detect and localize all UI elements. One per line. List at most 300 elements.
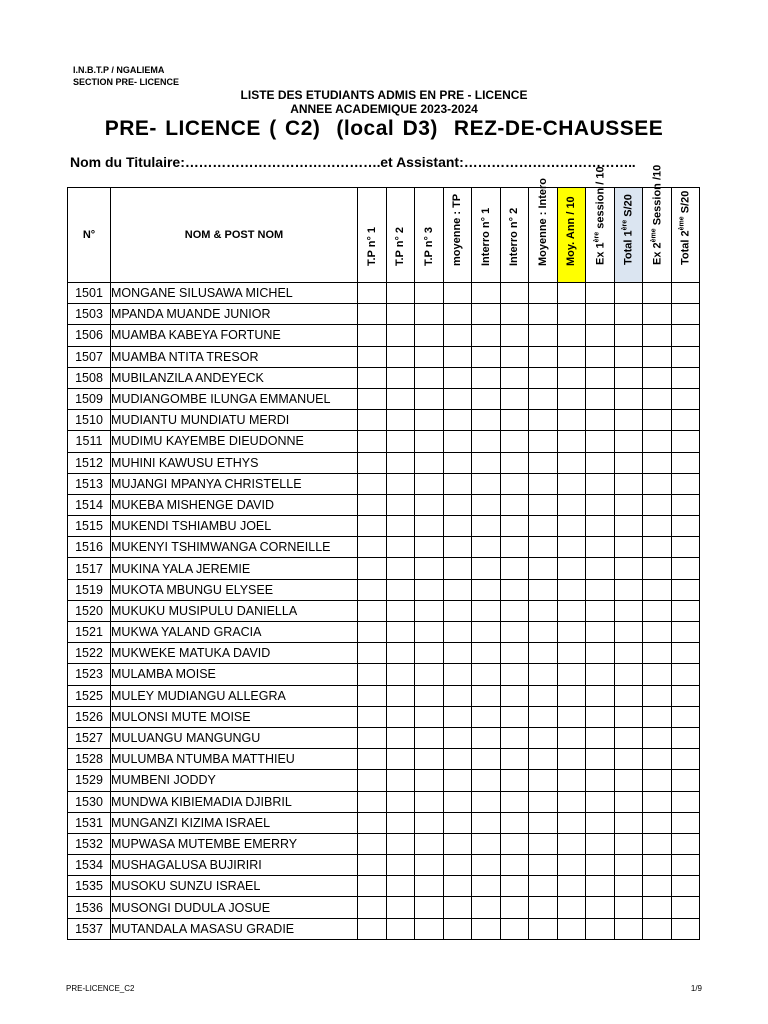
grade-cell[interactable] [557,367,586,388]
grade-cell[interactable] [386,367,415,388]
grade-cell[interactable] [557,304,586,325]
grade-cell[interactable] [500,664,529,685]
grade-cell[interactable] [415,727,444,748]
grade-cell[interactable] [586,452,615,473]
grade-cell[interactable] [529,664,558,685]
grade-cell[interactable] [386,622,415,643]
grade-cell[interactable] [443,367,472,388]
grade-cell[interactable] [643,388,672,409]
grade-cell[interactable] [415,897,444,918]
grade-cell[interactable] [443,876,472,897]
grade-cell[interactable] [586,388,615,409]
grade-cell[interactable] [443,346,472,367]
grade-cell[interactable] [358,367,387,388]
grade-cell[interactable] [614,749,643,770]
grade-cell[interactable] [500,727,529,748]
grade-cell[interactable] [671,770,700,791]
grade-cell[interactable] [586,706,615,727]
grade-cell[interactable] [671,283,700,304]
grade-cell[interactable] [500,452,529,473]
grade-cell[interactable] [614,600,643,621]
grade-cell[interactable] [500,918,529,939]
grade-cell[interactable] [443,494,472,515]
grade-cell[interactable] [500,516,529,537]
grade-cell[interactable] [671,346,700,367]
grade-cell[interactable] [443,516,472,537]
grade-cell[interactable] [586,600,615,621]
grade-cell[interactable] [472,283,501,304]
grade-cell[interactable] [443,473,472,494]
grade-cell[interactable] [586,367,615,388]
grade-cell[interactable] [386,410,415,431]
grade-cell[interactable] [472,410,501,431]
grade-cell[interactable] [557,876,586,897]
grade-cell[interactable] [472,664,501,685]
grade-cell[interactable] [529,706,558,727]
grade-cell[interactable] [443,622,472,643]
grade-cell[interactable] [443,558,472,579]
grade-cell[interactable] [443,410,472,431]
grade-cell[interactable] [500,855,529,876]
grade-cell[interactable] [386,516,415,537]
grade-cell[interactable] [643,367,672,388]
grade-cell[interactable] [557,833,586,854]
grade-cell[interactable] [643,791,672,812]
grade-cell[interactable] [586,558,615,579]
grade-cell[interactable] [472,833,501,854]
grade-cell[interactable] [643,579,672,600]
grade-cell[interactable] [557,346,586,367]
grade-cell[interactable] [529,558,558,579]
grade-cell[interactable] [529,494,558,515]
grade-cell[interactable] [415,388,444,409]
grade-cell[interactable] [614,770,643,791]
grade-cell[interactable] [614,516,643,537]
grade-cell[interactable] [586,283,615,304]
grade-cell[interactable] [500,579,529,600]
grade-cell[interactable] [529,283,558,304]
grade-cell[interactable] [500,537,529,558]
grade-cell[interactable] [586,791,615,812]
grade-cell[interactable] [415,367,444,388]
grade-cell[interactable] [415,812,444,833]
grade-cell[interactable] [386,283,415,304]
grade-cell[interactable] [671,516,700,537]
grade-cell[interactable] [643,325,672,346]
grade-cell[interactable] [358,388,387,409]
grade-cell[interactable] [529,643,558,664]
grade-cell[interactable] [529,346,558,367]
grade-cell[interactable] [643,918,672,939]
grade-cell[interactable] [614,346,643,367]
grade-cell[interactable] [671,643,700,664]
grade-cell[interactable] [643,516,672,537]
grade-cell[interactable] [557,706,586,727]
grade-cell[interactable] [557,537,586,558]
grade-cell[interactable] [586,410,615,431]
grade-cell[interactable] [643,410,672,431]
grade-cell[interactable] [671,579,700,600]
grade-cell[interactable] [671,749,700,770]
grade-cell[interactable] [500,558,529,579]
grade-cell[interactable] [500,622,529,643]
grade-cell[interactable] [443,727,472,748]
grade-cell[interactable] [415,876,444,897]
grade-cell[interactable] [443,749,472,770]
grade-cell[interactable] [586,812,615,833]
grade-cell[interactable] [358,452,387,473]
grade-cell[interactable] [586,664,615,685]
grade-cell[interactable] [500,685,529,706]
grade-cell[interactable] [643,770,672,791]
grade-cell[interactable] [358,897,387,918]
grade-cell[interactable] [358,283,387,304]
grade-cell[interactable] [671,558,700,579]
grade-cell[interactable] [500,833,529,854]
grade-cell[interactable] [614,727,643,748]
grade-cell[interactable] [643,833,672,854]
grade-cell[interactable] [557,473,586,494]
grade-cell[interactable] [472,600,501,621]
grade-cell[interactable] [643,473,672,494]
grade-cell[interactable] [472,388,501,409]
grade-cell[interactable] [557,388,586,409]
grade-cell[interactable] [586,770,615,791]
grade-cell[interactable] [557,579,586,600]
grade-cell[interactable] [671,410,700,431]
grade-cell[interactable] [643,283,672,304]
grade-cell[interactable] [386,388,415,409]
grade-cell[interactable] [671,622,700,643]
grade-cell[interactable] [671,600,700,621]
grade-cell[interactable] [671,791,700,812]
grade-cell[interactable] [529,622,558,643]
grade-cell[interactable] [586,855,615,876]
grade-cell[interactable] [586,685,615,706]
grade-cell[interactable] [586,304,615,325]
grade-cell[interactable] [472,325,501,346]
grade-cell[interactable] [358,346,387,367]
grade-cell[interactable] [386,346,415,367]
grade-cell[interactable] [358,685,387,706]
grade-cell[interactable] [586,727,615,748]
grade-cell[interactable] [472,685,501,706]
grade-cell[interactable] [586,325,615,346]
grade-cell[interactable] [557,643,586,664]
grade-cell[interactable] [529,473,558,494]
grade-cell[interactable] [529,918,558,939]
grade-cell[interactable] [386,685,415,706]
grade-cell[interactable] [386,749,415,770]
grade-cell[interactable] [415,622,444,643]
grade-cell[interactable] [415,558,444,579]
grade-cell[interactable] [443,452,472,473]
grade-cell[interactable] [472,558,501,579]
grade-cell[interactable] [358,579,387,600]
grade-cell[interactable] [415,749,444,770]
grade-cell[interactable] [557,812,586,833]
grade-cell[interactable] [472,812,501,833]
grade-cell[interactable] [500,410,529,431]
grade-cell[interactable] [557,791,586,812]
grade-cell[interactable] [614,855,643,876]
grade-cell[interactable] [586,431,615,452]
grade-cell[interactable] [671,706,700,727]
grade-cell[interactable] [443,855,472,876]
grade-cell[interactable] [557,664,586,685]
grade-cell[interactable] [557,325,586,346]
grade-cell[interactable] [586,749,615,770]
grade-cell[interactable] [415,516,444,537]
grade-cell[interactable] [443,791,472,812]
grade-cell[interactable] [415,855,444,876]
grade-cell[interactable] [386,431,415,452]
grade-cell[interactable] [386,664,415,685]
grade-cell[interactable] [529,304,558,325]
grade-cell[interactable] [415,685,444,706]
grade-cell[interactable] [472,304,501,325]
grade-cell[interactable] [614,918,643,939]
grade-cell[interactable] [557,410,586,431]
grade-cell[interactable] [500,600,529,621]
grade-cell[interactable] [415,410,444,431]
grade-cell[interactable] [386,918,415,939]
grade-cell[interactable] [614,897,643,918]
grade-cell[interactable] [671,431,700,452]
grade-cell[interactable] [643,876,672,897]
grade-cell[interactable] [415,304,444,325]
grade-cell[interactable] [443,579,472,600]
grade-cell[interactable] [614,643,643,664]
grade-cell[interactable] [415,579,444,600]
grade-cell[interactable] [586,833,615,854]
grade-cell[interactable] [443,664,472,685]
grade-cell[interactable] [500,388,529,409]
grade-cell[interactable] [415,537,444,558]
grade-cell[interactable] [529,749,558,770]
grade-cell[interactable] [529,833,558,854]
grade-cell[interactable] [614,494,643,515]
grade-cell[interactable] [614,388,643,409]
grade-cell[interactable] [500,283,529,304]
grade-cell[interactable] [443,325,472,346]
grade-cell[interactable] [472,346,501,367]
grade-cell[interactable] [358,622,387,643]
grade-cell[interactable] [472,516,501,537]
grade-cell[interactable] [614,812,643,833]
grade-cell[interactable] [415,346,444,367]
grade-cell[interactable] [358,855,387,876]
grade-cell[interactable] [472,770,501,791]
grade-cell[interactable] [500,897,529,918]
grade-cell[interactable] [529,516,558,537]
grade-cell[interactable] [472,749,501,770]
grade-cell[interactable] [529,410,558,431]
grade-cell[interactable] [415,770,444,791]
grade-cell[interactable] [415,706,444,727]
grade-cell[interactable] [643,643,672,664]
grade-cell[interactable] [415,473,444,494]
grade-cell[interactable] [643,897,672,918]
grade-cell[interactable] [500,770,529,791]
grade-cell[interactable] [643,537,672,558]
grade-cell[interactable] [614,791,643,812]
grade-cell[interactable] [386,770,415,791]
grade-cell[interactable] [643,706,672,727]
grade-cell[interactable] [472,727,501,748]
grade-cell[interactable] [529,388,558,409]
grade-cell[interactable] [643,855,672,876]
grade-cell[interactable] [529,897,558,918]
grade-cell[interactable] [386,727,415,748]
grade-cell[interactable] [671,473,700,494]
grade-cell[interactable] [614,431,643,452]
grade-cell[interactable] [671,685,700,706]
grade-cell[interactable] [500,749,529,770]
grade-cell[interactable] [671,304,700,325]
grade-cell[interactable] [358,706,387,727]
grade-cell[interactable] [415,664,444,685]
grade-cell[interactable] [386,833,415,854]
grade-cell[interactable] [614,473,643,494]
grade-cell[interactable] [614,325,643,346]
grade-cell[interactable] [529,685,558,706]
grade-cell[interactable] [500,346,529,367]
grade-cell[interactable] [358,812,387,833]
grade-cell[interactable] [643,685,672,706]
grade-cell[interactable] [500,494,529,515]
grade-cell[interactable] [358,537,387,558]
grade-cell[interactable] [671,388,700,409]
grade-cell[interactable] [415,494,444,515]
grade-cell[interactable] [529,791,558,812]
grade-cell[interactable] [529,537,558,558]
grade-cell[interactable] [500,643,529,664]
grade-cell[interactable] [643,494,672,515]
grade-cell[interactable] [443,685,472,706]
grade-cell[interactable] [358,664,387,685]
grade-cell[interactable] [557,770,586,791]
grade-cell[interactable] [586,643,615,664]
grade-cell[interactable] [671,727,700,748]
grade-cell[interactable] [415,600,444,621]
grade-cell[interactable] [557,516,586,537]
grade-cell[interactable] [614,558,643,579]
grade-cell[interactable] [415,283,444,304]
grade-cell[interactable] [415,643,444,664]
grade-cell[interactable] [500,791,529,812]
grade-cell[interactable] [500,706,529,727]
grade-cell[interactable] [557,897,586,918]
grade-cell[interactable] [671,876,700,897]
grade-cell[interactable] [586,537,615,558]
grade-cell[interactable] [358,473,387,494]
grade-cell[interactable] [472,918,501,939]
grade-cell[interactable] [386,897,415,918]
grade-cell[interactable] [472,537,501,558]
grade-cell[interactable] [614,283,643,304]
grade-cell[interactable] [386,452,415,473]
grade-cell[interactable] [358,494,387,515]
grade-cell[interactable] [557,685,586,706]
grade-cell[interactable] [386,600,415,621]
grade-cell[interactable] [386,579,415,600]
grade-cell[interactable] [443,283,472,304]
grade-cell[interactable] [671,664,700,685]
grade-cell[interactable] [643,727,672,748]
grade-cell[interactable] [443,431,472,452]
grade-cell[interactable] [386,558,415,579]
grade-cell[interactable] [586,494,615,515]
grade-cell[interactable] [557,431,586,452]
grade-cell[interactable] [472,643,501,664]
grade-cell[interactable] [386,494,415,515]
grade-cell[interactable] [529,579,558,600]
grade-cell[interactable] [415,918,444,939]
grade-cell[interactable] [472,494,501,515]
grade-cell[interactable] [386,791,415,812]
grade-cell[interactable] [671,494,700,515]
grade-cell[interactable] [443,812,472,833]
grade-cell[interactable] [443,706,472,727]
grade-cell[interactable] [614,833,643,854]
grade-cell[interactable] [614,664,643,685]
grade-cell[interactable] [614,622,643,643]
grade-cell[interactable] [614,537,643,558]
grade-cell[interactable] [500,325,529,346]
grade-cell[interactable] [358,325,387,346]
grade-cell[interactable] [472,367,501,388]
grade-cell[interactable] [443,304,472,325]
grade-cell[interactable] [472,622,501,643]
grade-cell[interactable] [557,600,586,621]
grade-cell[interactable] [472,876,501,897]
grade-cell[interactable] [386,812,415,833]
grade-cell[interactable] [443,918,472,939]
grade-cell[interactable] [614,304,643,325]
grade-cell[interactable] [614,367,643,388]
grade-cell[interactable] [500,876,529,897]
grade-cell[interactable] [472,431,501,452]
grade-cell[interactable] [557,727,586,748]
grade-cell[interactable] [643,431,672,452]
grade-cell[interactable] [358,770,387,791]
grade-cell[interactable] [586,897,615,918]
grade-cell[interactable] [643,812,672,833]
grade-cell[interactable] [557,749,586,770]
grade-cell[interactable] [415,452,444,473]
grade-cell[interactable] [557,283,586,304]
grade-cell[interactable] [500,304,529,325]
grade-cell[interactable] [358,791,387,812]
grade-cell[interactable] [586,579,615,600]
grade-cell[interactable] [443,770,472,791]
grade-cell[interactable] [614,706,643,727]
grade-cell[interactable] [443,537,472,558]
grade-cell[interactable] [557,622,586,643]
grade-cell[interactable] [386,876,415,897]
grade-cell[interactable] [386,643,415,664]
grade-cell[interactable] [472,855,501,876]
grade-cell[interactable] [529,855,558,876]
grade-cell[interactable] [358,876,387,897]
grade-cell[interactable] [500,367,529,388]
grade-cell[interactable] [358,304,387,325]
grade-cell[interactable] [529,452,558,473]
grade-cell[interactable] [529,727,558,748]
grade-cell[interactable] [586,918,615,939]
grade-cell[interactable] [443,600,472,621]
